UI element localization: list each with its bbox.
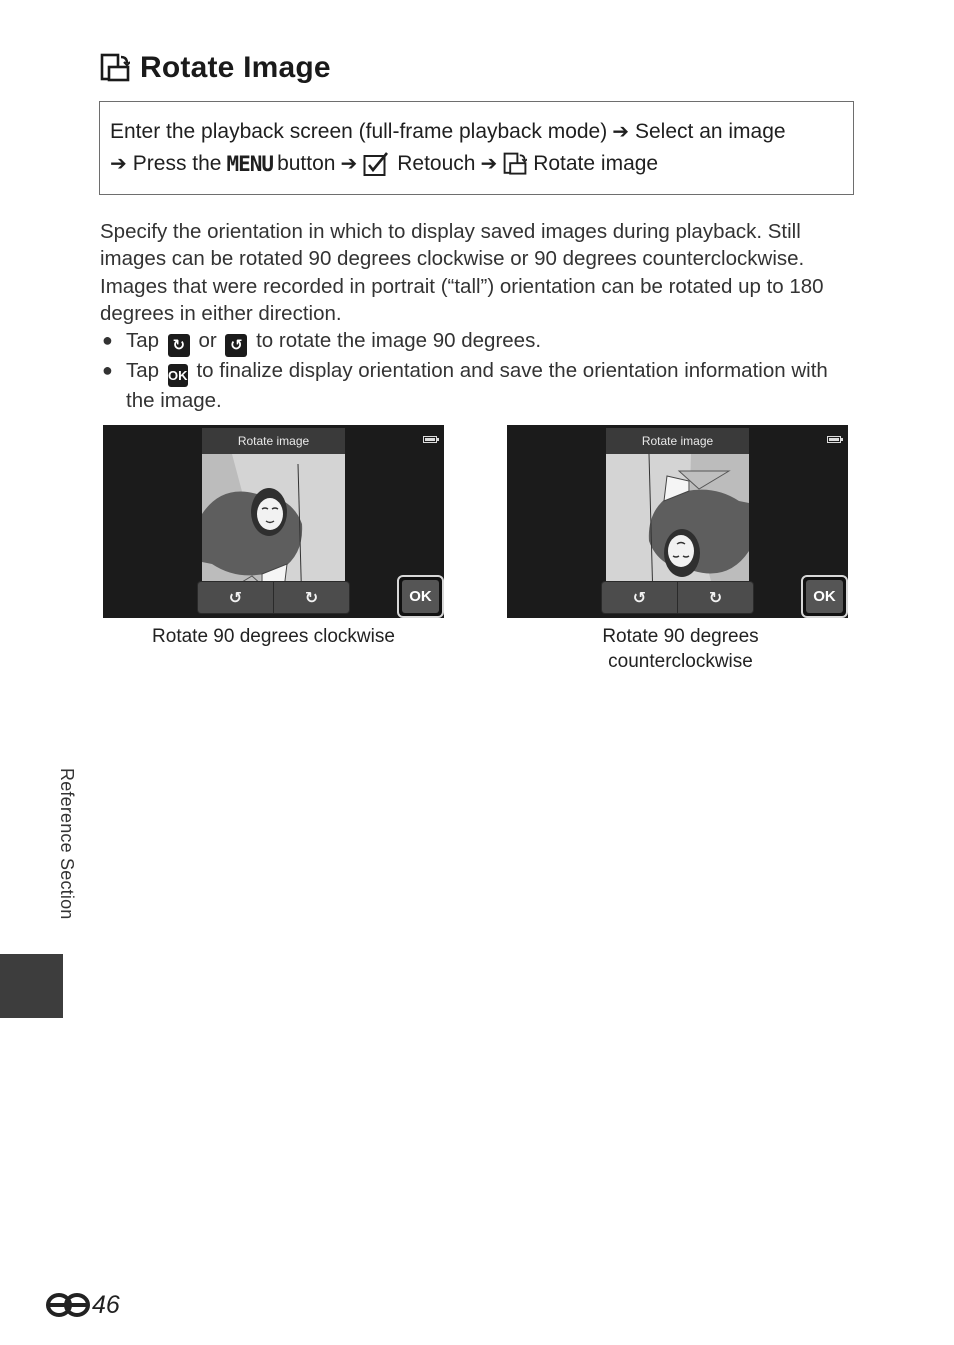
caption-clockwise: Rotate 90 degrees clockwise — [152, 626, 395, 647]
rotate-counterclockwise-button[interactable]: ↺ — [228, 589, 243, 607]
reference-section-icon — [46, 1292, 90, 1318]
arrow-icon: ➔ — [110, 153, 127, 175]
rotate-button-bar — [198, 582, 349, 613]
caption-counterclockwise — [510, 624, 851, 674]
rotate-clockwise-button[interactable]: ↻ — [273, 582, 349, 613]
side-tab-marker — [0, 954, 63, 1018]
path-step-rotate-image: Rotate image — [533, 152, 659, 175]
camera-screen-counterclockwise — [507, 425, 848, 618]
arrow-icon: ➔ — [480, 153, 498, 175]
bullet-or-text: or — [198, 329, 217, 352]
rotate-counterclockwise-button[interactable]: ↺ — [632, 589, 647, 607]
rotate-clockwise-key-icon: ↻ — [168, 334, 190, 357]
ok-button[interactable]: OK — [397, 575, 444, 618]
rotate-counterclockwise-key-icon: ↺ — [225, 334, 247, 357]
retouch-menu-icon — [363, 151, 391, 177]
caption-counterclockwise-text: Rotate 90 degrees counterclockwise — [602, 626, 759, 672]
page-title — [100, 46, 331, 90]
menu-path-line-2 — [110, 148, 843, 180]
page-title-text: Rotate Image — [140, 51, 331, 84]
page-number — [46, 1289, 120, 1321]
screen-header: Rotate image — [606, 428, 749, 454]
path-step-retouch: Retouch — [397, 152, 476, 175]
bullet-tap-text: Tap — [126, 329, 160, 352]
instruction-list — [100, 327, 850, 415]
menu-path-line-1 — [110, 116, 843, 148]
rotate-clockwise-button[interactable]: ↻ — [677, 582, 753, 613]
ok-key-icon: OK — [168, 364, 188, 387]
rotate-image-icon — [503, 152, 527, 176]
screen-header: Rotate image — [202, 428, 345, 454]
rotate-image-icon — [100, 53, 130, 83]
rotate-button-bar — [602, 582, 753, 613]
bullet-finalize-text: to finalize display orientation and save the orientation information with the image. — [126, 359, 828, 413]
path-step-button: button — [277, 152, 336, 175]
camera-screen-clockwise — [103, 425, 444, 618]
battery-icon — [827, 436, 841, 443]
arrow-icon: ➔ — [340, 153, 358, 175]
path-step-select-image: Select an image — [635, 120, 786, 143]
bullet-icon: ● — [102, 330, 113, 350]
list-item — [100, 357, 850, 414]
menu-path-box — [99, 101, 854, 195]
side-tab-label: Reference Section — [57, 768, 77, 920]
battery-icon — [423, 436, 437, 443]
list-item — [100, 327, 850, 357]
bullet-icon: ● — [102, 360, 113, 381]
ok-button[interactable]: OK — [801, 575, 848, 618]
path-step-playback: Enter the playback screen (full-frame playback mode) — [110, 120, 608, 143]
menu-button-label: MENU — [226, 152, 274, 176]
description-paragraph: Specify the orientation in which to display saved images during playback. Still images can be rotated 90 degrees clockwise or 90 degrees counterclockwise. Images that were recorded in portrait (“tall”) orientation can be rotated up to 180 degrees in either direction. — [100, 220, 824, 325]
path-step-press: Press the — [132, 152, 222, 175]
bullet-tap-text: Tap — [126, 359, 160, 383]
bullet-rotate-text: to rotate the image 90 degrees. — [256, 329, 542, 352]
arrow-icon: ➔ — [612, 121, 629, 143]
page-number-text: 46 — [92, 1290, 120, 1319]
